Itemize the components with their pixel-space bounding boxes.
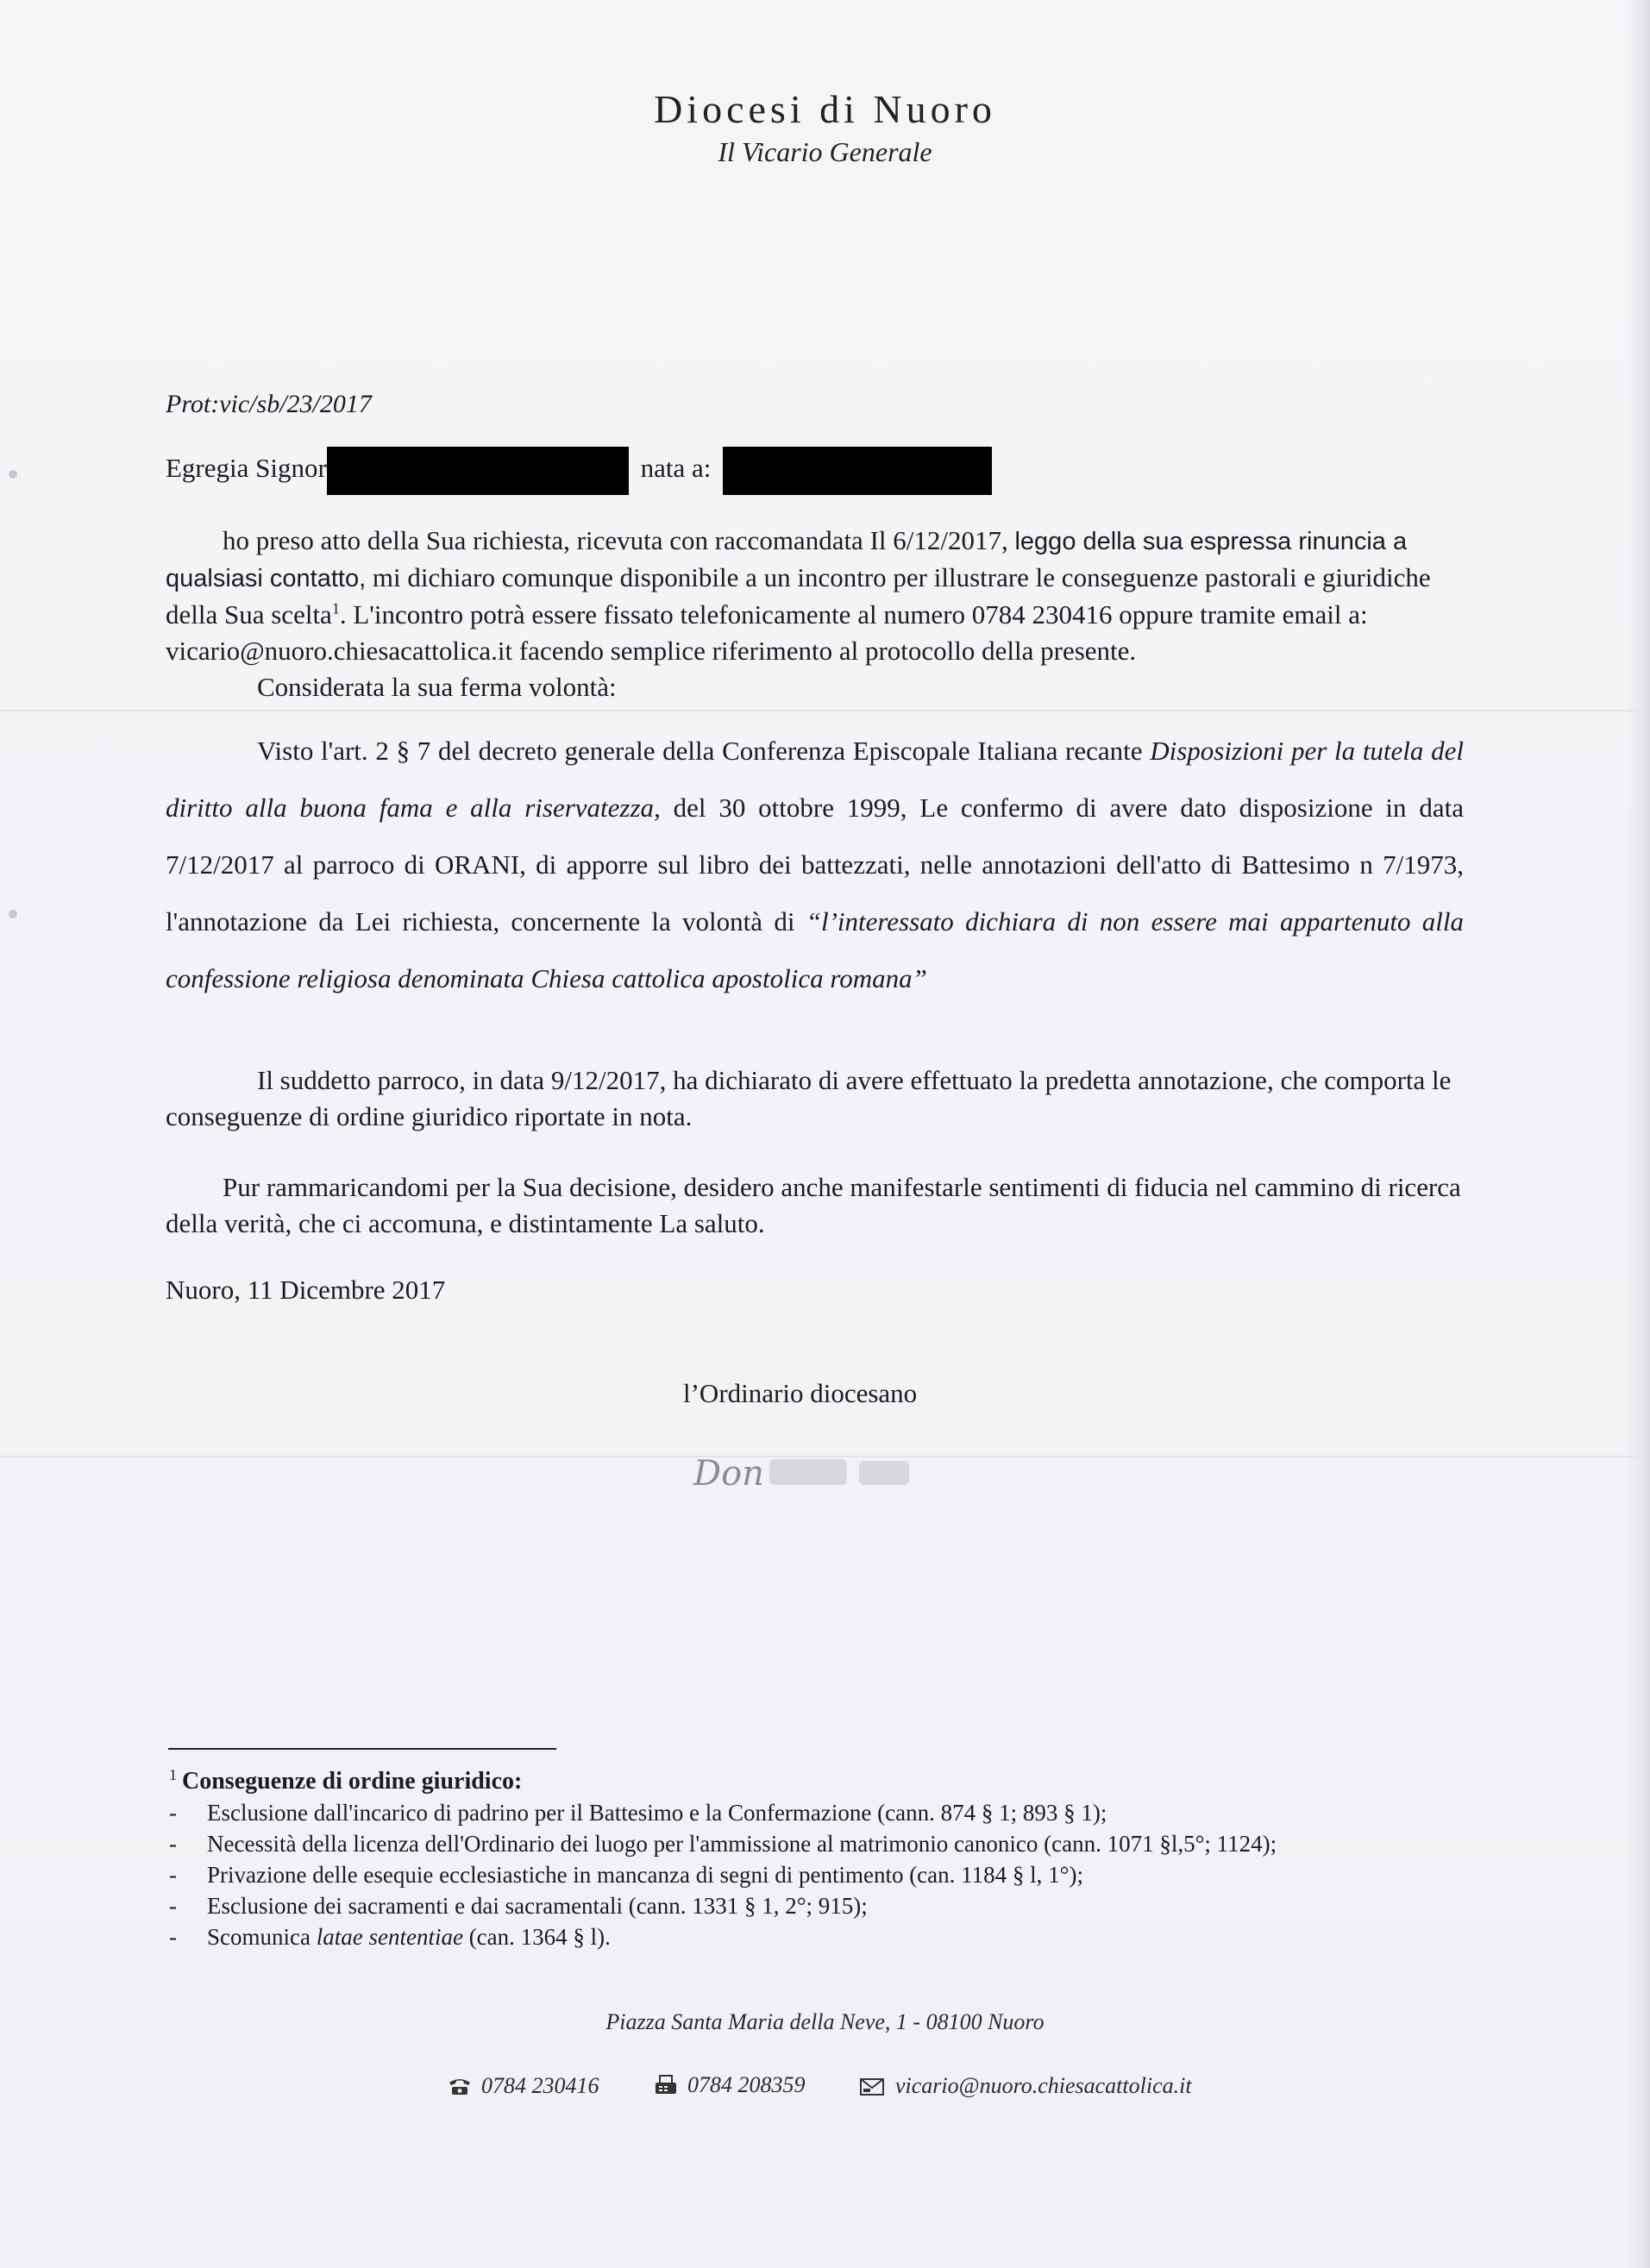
fold-line (0, 710, 1650, 711)
binder-mark (9, 470, 17, 479)
paragraph-closing: Pur rammaricandomi per la Sua decisione, desidero anche manifestarle sentimenti di fiducia nel cammino di ricerca della verità, che ci accomuna, e distintamente La saluto. (166, 1172, 1461, 1238)
fax-icon (653, 2074, 679, 2096)
salutation-prefix: Egregia Signor (166, 453, 327, 484)
footnote-title: $^1$ Conseguenze di ordine giuridico: (169, 1765, 523, 1795)
letterhead-subtitle: Il Vicario Generale (718, 136, 932, 167)
redacted-birthplace (723, 447, 992, 495)
list-item: - Scomunica latae sententiae (can. 1364 § l). (169, 1921, 1480, 1952)
paragraph-visto: Visto l'art. 2 § 7 del decreto generale della Conferenza Episcopale Italiana recante Disposizioni per la tutela del diritto alla buona fama e alla riservatezza, del 30 ottobre 1999, Le confermo di avere dato disposizione in data 7/12/2017 al parroco di ORANI, di apporre sul libro dei battezzati, nelle annotazioni dell'atto di Battesimo n 7/1973, l'annotazione da Lei richiesta, concernente la volontà di “l’interessato dichiara di non essere mai appartenuto alla confessione religiosa denominata Chiesa cattolica apostolica romana” (166, 736, 1464, 993)
fax-contact: 0784 208359 (653, 2072, 806, 2098)
svg-text:Don: Don (693, 1454, 764, 1494)
paragraph-parroco: Il suddetto parroco, in data 9/12/2017, ha dichiarato di avere effettuato la predetta annotazione, che comporta le conseguenze di ordine giuridico riportate in nota. (166, 1065, 1452, 1131)
binder-mark (9, 910, 17, 918)
born-label: nata a: (640, 453, 712, 484)
footnote-ref: 1 (331, 599, 340, 617)
footer-contacts (447, 2072, 1240, 2102)
list-item: - Necessità della licenza dell'Ordinario dei luogo per l'ammissione al matrimonio canonico (cann. 1071 §l,5°; 1124); (169, 1828, 1480, 1859)
redacted-name (327, 447, 629, 495)
list-item: - Esclusione dei sacramenti e dai sacramentali (cann. 1331 § 1, 2°; 915); (169, 1890, 1480, 1921)
letterhead-title: Diocesi di Nuoro (654, 87, 996, 131)
paragraph-considerata: Considerata la sua ferma volontà: (257, 672, 617, 702)
list-item: - Esclusione dall'incarico di padrino per il Battesimo e la Confermazione (cann. 874 § 1; 893 § 1); (169, 1797, 1480, 1828)
paragraph-request: ho preso atto della Sua richiesta, ricevuta con raccomandata Il 6/12/2017, leggo della sua espressa rinuncia a qualsiasi contatto, mi dichiaro comunque disponibile a un incontro per illustrare le conseguenze pastorali e giuridiche della Sua scelta$^1$. L'incontro potrà essere fissato telefonicamente al numero 0784 230416 oppure tramite email a: vicario@nuoro.chiesacattolica.it facendo semplice riferimento al protocollo della presente. (166, 525, 1431, 666)
signatory-title: l’Ordinario diocesano (683, 1378, 918, 1408)
email-icon (859, 2076, 887, 2096)
protocol-number: Prot:vic/sb/23/2017 (166, 390, 372, 418)
footnote-list (169, 1797, 1480, 1952)
signature (690, 1433, 932, 1511)
letter-body (166, 523, 1464, 705)
email-contact: vicario@nuoro.chiesacattolica.it (859, 2073, 1192, 2099)
list-item: - Privazione delle esequie ecclesiastiche in mancanza di segni di pentimento (can. 1184 § l, 1°); (169, 1859, 1480, 1890)
footer-address: Piazza Santa Maria della Neve, 1 - 08100 Nuoro (605, 2009, 1045, 2034)
footnotes (169, 1766, 1480, 1952)
footnote-separator (168, 1748, 556, 1750)
salutation (166, 447, 992, 495)
place-date: Nuoro, 11 Dicembre 2017 (166, 1275, 446, 1305)
phone-icon (447, 2076, 473, 2096)
paper-edge (1626, 0, 1650, 2268)
phone-contact: 0784 230416 (447, 2073, 599, 2099)
